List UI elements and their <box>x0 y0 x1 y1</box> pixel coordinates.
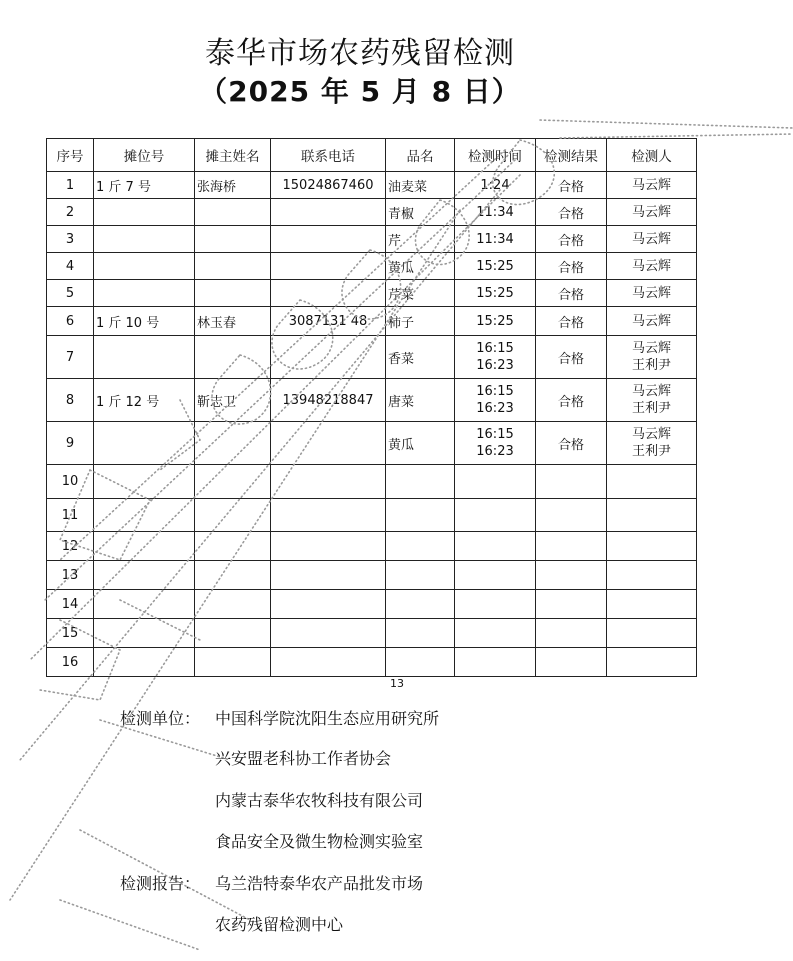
header-owner: 摊主姓名 <box>195 139 271 172</box>
document-date: （2025 年 5 月 8 日） <box>199 75 521 108</box>
cell-owner <box>195 465 271 499</box>
cell-owner <box>195 226 271 253</box>
cell-no: 7 <box>47 336 94 379</box>
inspection-table <box>46 138 697 677</box>
cell-inspector <box>607 253 697 280</box>
cell-no: 6 <box>47 307 94 336</box>
inspection-unit-org-1: 中国科学院沈阳生态应用研究所 <box>215 709 440 728</box>
cell-no: 9 <box>47 422 94 465</box>
cell-no: 5 <box>47 280 94 307</box>
cell-stall <box>94 561 195 590</box>
cell-inspector-line: 马云辉 <box>631 258 671 274</box>
cell-owner <box>195 619 271 648</box>
report-org-2: 农药残留检测中心 <box>215 915 344 934</box>
cell-stall <box>94 532 195 561</box>
cell-time-line: 15:25 <box>476 285 514 301</box>
cell-stall <box>94 422 195 465</box>
cell-time-line: 16:15 <box>476 384 514 399</box>
cell-stall <box>94 465 195 499</box>
cell-time <box>455 561 536 590</box>
cell-phone <box>271 422 386 465</box>
cell-phone <box>271 532 386 561</box>
cell-result: 合格 <box>536 226 607 253</box>
cell-item: 柿子 <box>386 307 455 336</box>
cell-result: 合格 <box>536 336 607 379</box>
cell-phone <box>271 280 386 307</box>
cell-item <box>386 590 455 619</box>
cell-stall <box>94 499 195 532</box>
cell-phone: 15024867460 <box>271 172 386 199</box>
cell-inspector <box>607 307 697 336</box>
cell-result: 合格 <box>536 253 607 280</box>
cell-stall: 1 斤 10 号 <box>94 307 195 336</box>
cell-no: 15 <box>47 619 94 648</box>
cell-time-line: 16:23 <box>476 444 514 459</box>
table-row <box>47 253 697 280</box>
table-row <box>47 226 697 253</box>
cell-result: 合格 <box>536 172 607 199</box>
cell-inspector-line: 马云辉 <box>631 177 671 193</box>
cell-item <box>386 532 455 561</box>
inspection-unit-label: 检测单位： <box>120 709 201 728</box>
cell-owner <box>195 422 271 465</box>
cell-owner: 张海桥 <box>195 172 271 199</box>
cell-owner <box>195 280 271 307</box>
cell-inspector-line: 马云辉 <box>631 204 671 220</box>
cell-no: 11 <box>47 499 94 532</box>
cell-time <box>455 226 536 253</box>
cell-time <box>455 280 536 307</box>
cell-no: 16 <box>47 648 94 677</box>
cell-inspector-line: 马云辉 <box>631 285 671 301</box>
report-label: 检测报告： <box>120 874 201 893</box>
cell-inspector-line: 王利尹 <box>631 358 671 373</box>
cell-time-line: 15:25 <box>476 313 514 329</box>
cell-no: 10 <box>47 465 94 499</box>
page-number: 13 <box>390 677 404 690</box>
cell-inspector <box>607 465 697 499</box>
cell-item: 唐菜 <box>386 379 455 422</box>
table-row <box>47 336 697 379</box>
cell-time-line: 15:25 <box>476 258 514 274</box>
cell-inspector <box>607 590 697 619</box>
cell-result <box>536 465 607 499</box>
cell-owner <box>195 561 271 590</box>
cell-item: 香菜 <box>386 336 455 379</box>
cell-inspector <box>607 532 697 561</box>
cell-time <box>455 648 536 677</box>
cell-owner <box>195 499 271 532</box>
cell-phone <box>271 336 386 379</box>
cell-owner <box>195 590 271 619</box>
cell-phone <box>271 226 386 253</box>
cell-stall <box>94 590 195 619</box>
table-row <box>47 561 697 590</box>
cell-owner: 靳志卫 <box>195 379 271 422</box>
cell-owner <box>195 199 271 226</box>
cell-result: 合格 <box>536 307 607 336</box>
cell-inspector <box>607 499 697 532</box>
cell-result <box>536 619 607 648</box>
cell-phone <box>271 619 386 648</box>
cell-owner: 林玉春 <box>195 307 271 336</box>
cell-time <box>455 379 536 422</box>
header-item: 品名 <box>386 139 455 172</box>
document-title: 泰华市场农药残留检测 <box>205 36 515 71</box>
cell-time-line: 11:34 <box>476 231 514 247</box>
cell-no: 4 <box>47 253 94 280</box>
cell-no: 14 <box>47 590 94 619</box>
cell-no: 2 <box>47 199 94 226</box>
cell-result <box>536 532 607 561</box>
cell-owner <box>195 253 271 280</box>
cell-no: 13 <box>47 561 94 590</box>
cell-result <box>536 561 607 590</box>
cell-result <box>536 499 607 532</box>
cell-inspector <box>607 280 697 307</box>
header-result: 检测结果 <box>536 139 607 172</box>
cell-result: 合格 <box>536 379 607 422</box>
table-row <box>47 465 697 499</box>
cell-time <box>455 619 536 648</box>
cell-owner <box>195 532 271 561</box>
cell-stall <box>94 619 195 648</box>
inspection-unit-org-3: 内蒙古泰华农牧科技有限公司 <box>215 791 424 810</box>
cell-phone <box>271 253 386 280</box>
cell-stall: 1 斤 12 号 <box>94 379 195 422</box>
cell-no: 8 <box>47 379 94 422</box>
cell-time <box>455 199 536 226</box>
cell-result <box>536 590 607 619</box>
cell-result: 合格 <box>536 280 607 307</box>
table-header-row <box>47 139 697 172</box>
cell-no: 12 <box>47 532 94 561</box>
cell-inspector <box>607 561 697 590</box>
cell-result <box>536 648 607 677</box>
cell-phone <box>271 590 386 619</box>
cell-no: 3 <box>47 226 94 253</box>
cell-time-line: 16:23 <box>476 358 514 373</box>
cell-inspector-line: 王利尹 <box>631 401 671 416</box>
cell-phone: 3087131 48 <box>271 307 386 336</box>
cell-time <box>455 465 536 499</box>
header-no: 序号 <box>47 139 94 172</box>
cell-result: 合格 <box>536 199 607 226</box>
cell-item: 油麦菜 <box>386 172 455 199</box>
header-time: 检测时间 <box>455 139 536 172</box>
cell-inspector <box>607 422 697 465</box>
cell-inspector-line: 马云辉 <box>631 384 671 399</box>
cell-item <box>386 499 455 532</box>
header-inspector: 检测人 <box>607 139 697 172</box>
cell-phone: 13948218847 <box>271 379 386 422</box>
cell-item: 芹菜 <box>386 280 455 307</box>
cell-item <box>386 561 455 590</box>
cell-item: 青椒 <box>386 199 455 226</box>
table-row <box>47 648 697 677</box>
cell-phone <box>271 465 386 499</box>
table-row <box>47 422 697 465</box>
table-row <box>47 590 697 619</box>
header-phone: 联系电话 <box>271 139 386 172</box>
cell-item: 黄瓜 <box>386 253 455 280</box>
table-row <box>47 499 697 532</box>
cell-result: 合格 <box>536 422 607 465</box>
cell-item <box>386 619 455 648</box>
cell-item: 黄瓜 <box>386 422 455 465</box>
cell-time <box>455 590 536 619</box>
cell-item: 芹 <box>386 226 455 253</box>
cell-phone <box>271 561 386 590</box>
cell-inspector <box>607 226 697 253</box>
cell-stall <box>94 199 195 226</box>
cell-item <box>386 648 455 677</box>
cell-time <box>455 172 536 199</box>
table-row <box>47 619 697 648</box>
inspection-unit-org-4: 食品安全及微生物检测实验室 <box>215 832 424 851</box>
cell-inspector <box>607 336 697 379</box>
table-row <box>47 199 697 226</box>
cell-time-line: 11:34 <box>476 204 514 220</box>
cell-stall <box>94 648 195 677</box>
cell-stall <box>94 336 195 379</box>
cell-inspector-line: 马云辉 <box>631 231 671 247</box>
cell-item <box>386 465 455 499</box>
cell-stall: 1 斤 7 号 <box>94 172 195 199</box>
cell-inspector <box>607 379 697 422</box>
cell-owner <box>195 336 271 379</box>
cell-inspector <box>607 199 697 226</box>
cell-no: 1 <box>47 172 94 199</box>
cell-phone <box>271 499 386 532</box>
table-row <box>47 379 697 422</box>
cell-time-line: 16:15 <box>476 427 514 442</box>
cell-time <box>455 499 536 532</box>
cell-stall <box>94 280 195 307</box>
cell-time-line: 16:23 <box>476 401 514 416</box>
cell-time <box>455 253 536 280</box>
cell-time <box>455 422 536 465</box>
cell-inspector <box>607 648 697 677</box>
inspection-unit-org-2: 兴安盟老科协工作者协会 <box>215 749 392 768</box>
table-row <box>47 532 697 561</box>
cell-time <box>455 307 536 336</box>
report-org-1: 乌兰浩特泰华农产品批发市场 <box>215 874 424 893</box>
cell-inspector-line: 马云辉 <box>631 313 671 329</box>
cell-inspector <box>607 619 697 648</box>
table-row <box>47 280 697 307</box>
cell-time <box>455 532 536 561</box>
header-stall: 摊位号 <box>94 139 195 172</box>
cell-phone <box>271 199 386 226</box>
cell-owner <box>195 648 271 677</box>
cell-inspector-line: 马云辉 <box>631 427 671 442</box>
cell-phone <box>271 648 386 677</box>
cell-stall <box>94 253 195 280</box>
cell-time-line: 1:24 <box>480 177 510 193</box>
cell-time-line: 16:15 <box>476 341 514 356</box>
table-row <box>47 172 697 199</box>
cell-inspector-line: 马云辉 <box>631 341 671 356</box>
cell-stall <box>94 226 195 253</box>
cell-time <box>455 336 536 379</box>
cell-inspector-line: 王利尹 <box>631 444 671 459</box>
cell-inspector <box>607 172 697 199</box>
table-row <box>47 307 697 336</box>
